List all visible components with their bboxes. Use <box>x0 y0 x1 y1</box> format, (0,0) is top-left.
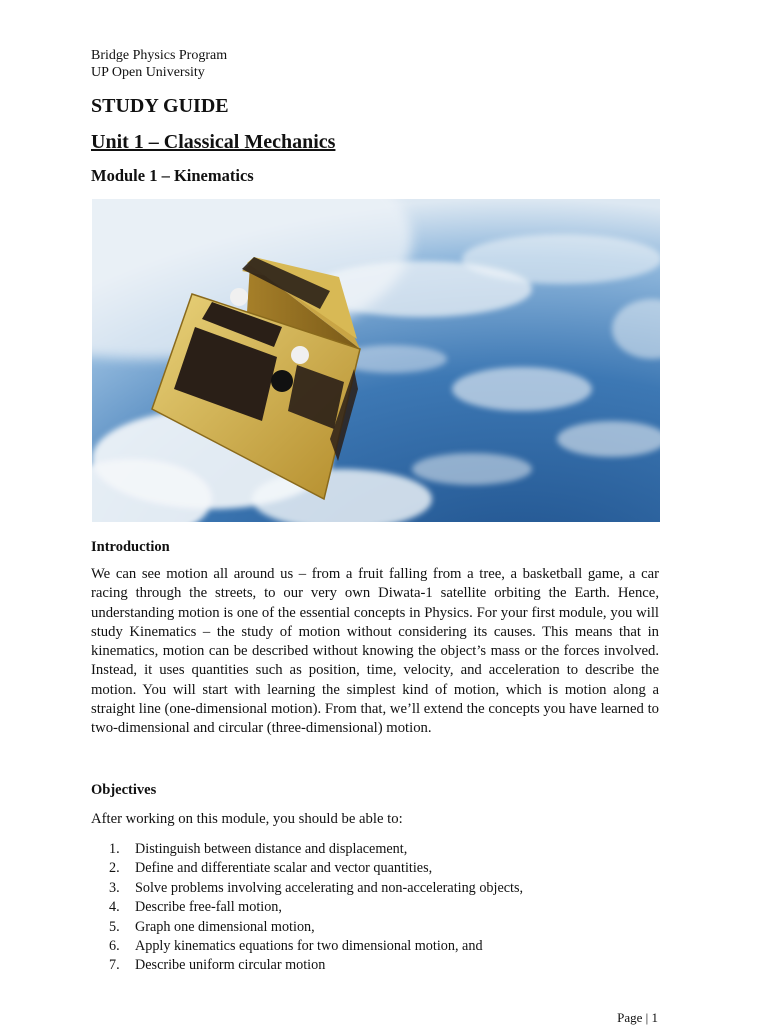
list-item-text: Describe uniform circular motion <box>135 957 326 974</box>
list-item-text: Apply kinematics equations for two dimensional motion, and <box>135 938 483 955</box>
introduction-paragraph: We can see motion all around us – from a fruit falling from a tree, a basketball game, a car racing through the streets, to our very own Diwata-1 satellite orbiting the Earth. Hence, understanding motion is one of the essential concepts in Physics. For your first module, you will study Kinematics – the study of motion without considering its causes. This means that in kinematics, motion can be described without knowing the object’s mass or the forces involved. Instead, it uses quantities such as position, time, velocity, and acceleration to describe the motion. You will start with learning the simplest kind of motion, which is motion along a straight line (one-dimensional motion). From that, we’ll extend the concepts you have learned to two-dimensional and circular (three-dimensional) motion. <box>91 566 659 737</box>
list-item <box>109 937 523 956</box>
list-item-text: Graph one dimensional motion, <box>135 918 315 935</box>
satellite-earth-image <box>92 199 660 522</box>
list-item <box>109 859 523 878</box>
objectives-heading: Objectives <box>91 782 157 798</box>
list-item-text: Distinguish between distance and displacement, <box>135 841 408 857</box>
list-item-number: 6. <box>109 938 120 955</box>
module-title: Module 1 – Kinematics <box>91 166 254 185</box>
list-item <box>109 956 523 975</box>
page-number: Page | 1 <box>617 1010 658 1025</box>
list-item-text: Solve problems involving accelerating and non-accelerating objects, <box>135 879 524 896</box>
list-item-text: Define and differentiate scalar and vector quantities, <box>135 860 433 877</box>
list-item-number: 1. <box>109 841 120 857</box>
list-item <box>109 898 523 917</box>
unit-title: Unit 1 – Classical Mechanics <box>91 131 336 153</box>
objectives-list <box>109 840 523 976</box>
header-university: UP Open University <box>91 65 205 80</box>
header-program: Bridge Physics Program <box>91 48 228 63</box>
introduction-heading: Introduction <box>91 539 170 555</box>
list-item <box>109 918 523 937</box>
list-item-text: Describe free-fall motion, <box>135 899 282 916</box>
list-item-number: 3. <box>109 879 120 896</box>
list-item-number: 7. <box>109 957 120 974</box>
objectives-lead: After working on this module, you should be able to: <box>91 811 403 827</box>
list-item-number: 2. <box>109 860 120 877</box>
list-item-number: 5. <box>109 918 120 935</box>
list-item <box>109 879 523 898</box>
list-item <box>109 840 523 859</box>
document-title: STUDY GUIDE <box>91 95 229 117</box>
list-item-number: 4. <box>109 899 120 916</box>
